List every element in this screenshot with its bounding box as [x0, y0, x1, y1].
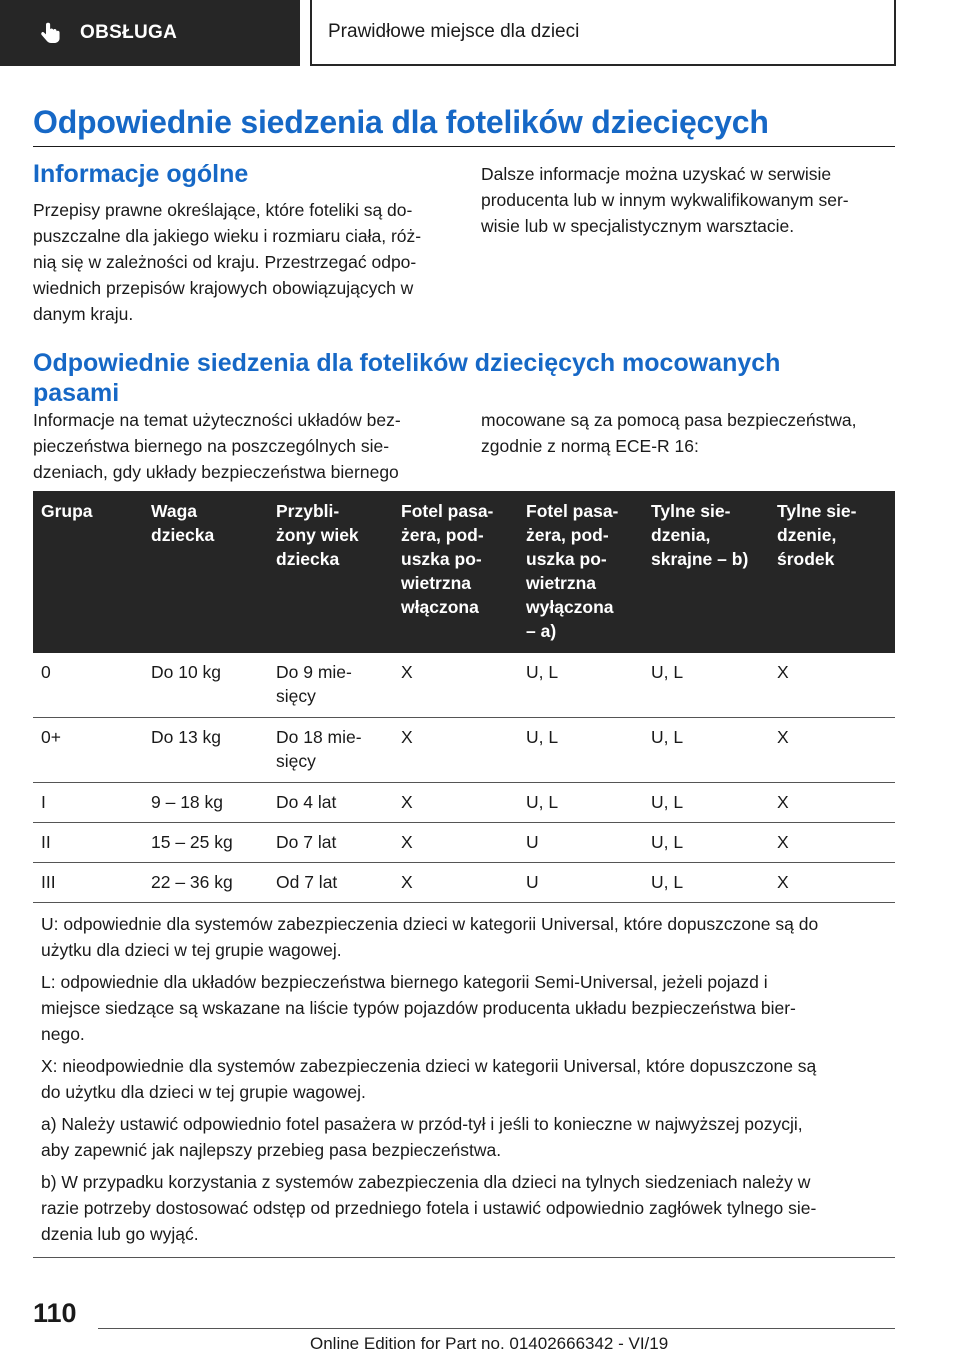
cell-line: X [777, 792, 789, 812]
text-line: nią się w zależności od kraju. Przestrzegać odpo- [33, 252, 417, 272]
cell-line: Do 4 lat [276, 792, 337, 812]
table-cell [393, 823, 518, 862]
table-row [33, 653, 895, 718]
table-cell [643, 718, 769, 782]
general-left-paragraph [33, 197, 458, 327]
table-cell [393, 783, 518, 822]
cell-line: środek [777, 549, 835, 569]
general-heading: Informacje ogólne [33, 160, 249, 188]
text-line: Informacje na temat użyteczności układów bez- [33, 410, 401, 430]
note-line: aby zapewnić jak najlepszy przebieg pasa bezpieczeństwa. [41, 1140, 502, 1160]
cell-line: Do 7 lat [276, 832, 337, 852]
note-line: L: odpowiednie dla układów bezpieczeństwa biernego kategorii Semi-Universal, jeżeli pojazd i [41, 972, 768, 992]
cell-line: II [41, 832, 51, 852]
table-cell [643, 783, 769, 822]
header-cell [518, 491, 643, 653]
cell-line: X [777, 832, 789, 852]
cell-line: U, L [526, 792, 559, 812]
cell-line: wietrzna [526, 573, 597, 593]
cell-line: U, L [526, 662, 559, 682]
note-x [41, 1053, 887, 1105]
cell-line: żera, pod- [526, 525, 609, 545]
cell-line: Fotel pasa- [401, 501, 494, 521]
table-cell [518, 863, 643, 902]
cell-line: wyłączona [526, 597, 614, 617]
header-cell [33, 491, 143, 653]
cell-line: U, L [651, 872, 684, 892]
cell-line: U, L [651, 832, 684, 852]
cell-line: dziecka [151, 525, 215, 545]
cell-line: Do 9 mie- [276, 662, 352, 682]
cell-line: dzenia, [651, 525, 711, 545]
cell-line: dzenie, [777, 525, 837, 545]
text-line: pieczeństwa biernego na poszczególnych sie- [33, 436, 390, 456]
cell-line: III [41, 872, 56, 892]
cell-line: X [777, 727, 789, 747]
footer-divider [98, 1328, 895, 1329]
note-b [41, 1169, 887, 1247]
table-cell [33, 823, 143, 862]
cell-line: – a) [526, 621, 557, 641]
cell-line: uszka po- [526, 549, 607, 569]
table-cell [268, 863, 393, 902]
chapter-label: Prawidłowe miejsce dla dzieci [328, 21, 580, 42]
table-cell [643, 823, 769, 862]
table-cell [268, 718, 393, 782]
cell-line: U, L [651, 727, 684, 747]
text-line: mocowane są za pomocą pasa bezpieczeństwa, [481, 410, 857, 430]
page-number: 110 [33, 1298, 77, 1328]
table-cell [268, 823, 393, 862]
note-line: miejsce siedzące są wskazane na liście typów pojazdów producenta układu bezpieczeństwa bier- [41, 998, 796, 1018]
table-cell [518, 823, 643, 862]
cell-line: sięcy [276, 751, 316, 771]
cell-line: 9 – 18 kg [151, 792, 223, 812]
title-divider [33, 146, 895, 147]
cell-line: włączona [401, 597, 479, 617]
table-cell [769, 863, 895, 902]
text-line: Przepisy prawne określające, które foteliki są do- [33, 200, 413, 220]
table-cell [643, 863, 769, 902]
cell-line: Przybli- [276, 501, 340, 521]
section-label: OBSŁUGA [80, 22, 178, 43]
belt-heading [33, 348, 895, 408]
text-line: Dalsze informacje można uzyskać w serwisie [481, 164, 832, 184]
page-title: Odpowiednie siedzenia dla fotelików dziecięcych [33, 104, 769, 140]
table-row [33, 863, 895, 903]
cell-line: Od 7 lat [276, 872, 338, 892]
cell-line: żony wiek [276, 525, 359, 545]
general-right-paragraph [481, 161, 895, 239]
cell-line: Waga [151, 501, 198, 521]
cell-line: Tylne sie- [777, 501, 857, 521]
table-cell [769, 653, 895, 717]
cell-line: 15 – 25 kg [151, 832, 233, 852]
table-cell [393, 653, 518, 717]
cell-line: U [526, 832, 539, 852]
cell-line: X [401, 662, 413, 682]
child-seat-table [33, 491, 895, 903]
cell-line: 0 [41, 662, 51, 682]
table-cell [143, 783, 268, 822]
table-row [33, 823, 895, 863]
table-cell [268, 783, 393, 822]
cell-line: X [401, 832, 413, 852]
table-cell [518, 653, 643, 717]
table-cell [769, 718, 895, 782]
table-cell [393, 718, 518, 782]
cell-line: U, L [526, 727, 559, 747]
heading-line: pasami [33, 379, 120, 407]
table-row [33, 718, 895, 783]
table-cell [393, 863, 518, 902]
cell-line: 22 – 36 kg [151, 872, 233, 892]
note-line: użytku dla dzieci w tej grupie wagowej. [41, 940, 342, 960]
cell-line: Do 18 mie- [276, 727, 362, 747]
table-cell [33, 718, 143, 782]
belt-right-paragraph [481, 407, 895, 459]
table-cell [33, 783, 143, 822]
cell-line: X [401, 792, 413, 812]
note-line: dzenia lub go wyjąć. [41, 1224, 199, 1244]
section-tab[interactable] [0, 0, 300, 66]
chapter-box[interactable] [310, 0, 896, 66]
table-cell [769, 783, 895, 822]
cell-line: wietrzna [401, 573, 472, 593]
cell-line: Do 10 kg [151, 662, 222, 682]
text-line: dzeniach, gdy układy bezpieczeństwa biernego [33, 462, 399, 482]
cell-line: U, L [651, 662, 684, 682]
heading-line: Odpowiednie siedzenia dla fotelików dziecięcych mocowanych [33, 349, 781, 377]
header-cell [143, 491, 268, 653]
header-cell [268, 491, 393, 653]
cell-line: Fotel pasa- [526, 501, 619, 521]
header-cell [393, 491, 518, 653]
table-cell [33, 863, 143, 902]
table-notes [33, 903, 895, 1258]
cell-line: dziecka [276, 549, 340, 569]
note-line: razie potrzeby dostosować odstęp od przedniego fotela i ustawić odpowiednio zagłówek tylnego sie- [41, 1198, 817, 1218]
cell-line: X [777, 662, 789, 682]
table-cell [33, 653, 143, 717]
cell-line: X [401, 872, 413, 892]
page-header [0, 0, 960, 66]
cell-line: skrajne – b) [651, 549, 749, 569]
cell-line: 0+ [41, 727, 61, 747]
cell-line: uszka po- [401, 549, 482, 569]
cell-line: Do 13 kg [151, 727, 222, 747]
note-line: X: nieodpowiednie dla systemów zabezpieczenia dzieci w kategorii Universal, które dopuszczone są [41, 1056, 817, 1076]
table-cell [143, 718, 268, 782]
table-row [33, 783, 895, 823]
note-line: U: odpowiednie dla systemów zabezpieczenia dzieci w kategorii Universal, które dopuszczone są do [41, 914, 819, 934]
note-l [41, 969, 887, 1047]
table-cell [769, 823, 895, 862]
table-cell [268, 653, 393, 717]
cell-line: U, L [651, 792, 684, 812]
cell-line: U [526, 872, 539, 892]
text-line: wisie lub w specjalistycznym warsztacie. [481, 216, 795, 236]
header-cell [643, 491, 769, 653]
cell-line: sięcy [276, 686, 316, 706]
footer-edition: Online Edition for Part no. 01402666342 - VI/19 [310, 1334, 669, 1353]
table-cell [518, 783, 643, 822]
note-line: b) W przypadku korzystania z systemów zabezpieczenia dla dzieci na tylnych siedzeniach należy w [41, 1172, 811, 1192]
table-cell [143, 863, 268, 902]
cell-line: X [777, 872, 789, 892]
table-cell [143, 823, 268, 862]
text-line: producenta lub w innym wykwalifikowanym ser- [481, 190, 849, 210]
table-cell [518, 718, 643, 782]
cell-line: I [41, 792, 46, 812]
text-line: wiednich przepisów krajowych obowiązujących w [33, 278, 414, 298]
table-cell [143, 653, 268, 717]
note-a [41, 1111, 887, 1163]
note-u [41, 911, 887, 963]
text-line: zgodnie z normą ECE-R 16: [481, 436, 699, 456]
table-cell [643, 653, 769, 717]
belt-left-paragraph [33, 407, 458, 485]
note-line: a) Należy ustawić odpowiednio fotel pasażera w przód-tył i jeśli to konieczne w najwyższej pozycji, [41, 1114, 803, 1134]
header-cell [769, 491, 895, 653]
hand-pointer-icon [38, 20, 64, 46]
text-line: puszczalne dla jakiego wieku i rozmiaru ciała, róż- [33, 226, 422, 246]
text-line: danym kraju. [33, 304, 134, 324]
cell-line: Grupa [41, 501, 93, 521]
note-line: nego. [41, 1024, 85, 1044]
cell-line: żera, pod- [401, 525, 484, 545]
cell-line: Tylne sie- [651, 501, 731, 521]
cell-line: X [401, 727, 413, 747]
table-header-row [33, 491, 895, 653]
note-line: do użytku dla dzieci w tej grupie wagowej. [41, 1082, 366, 1102]
